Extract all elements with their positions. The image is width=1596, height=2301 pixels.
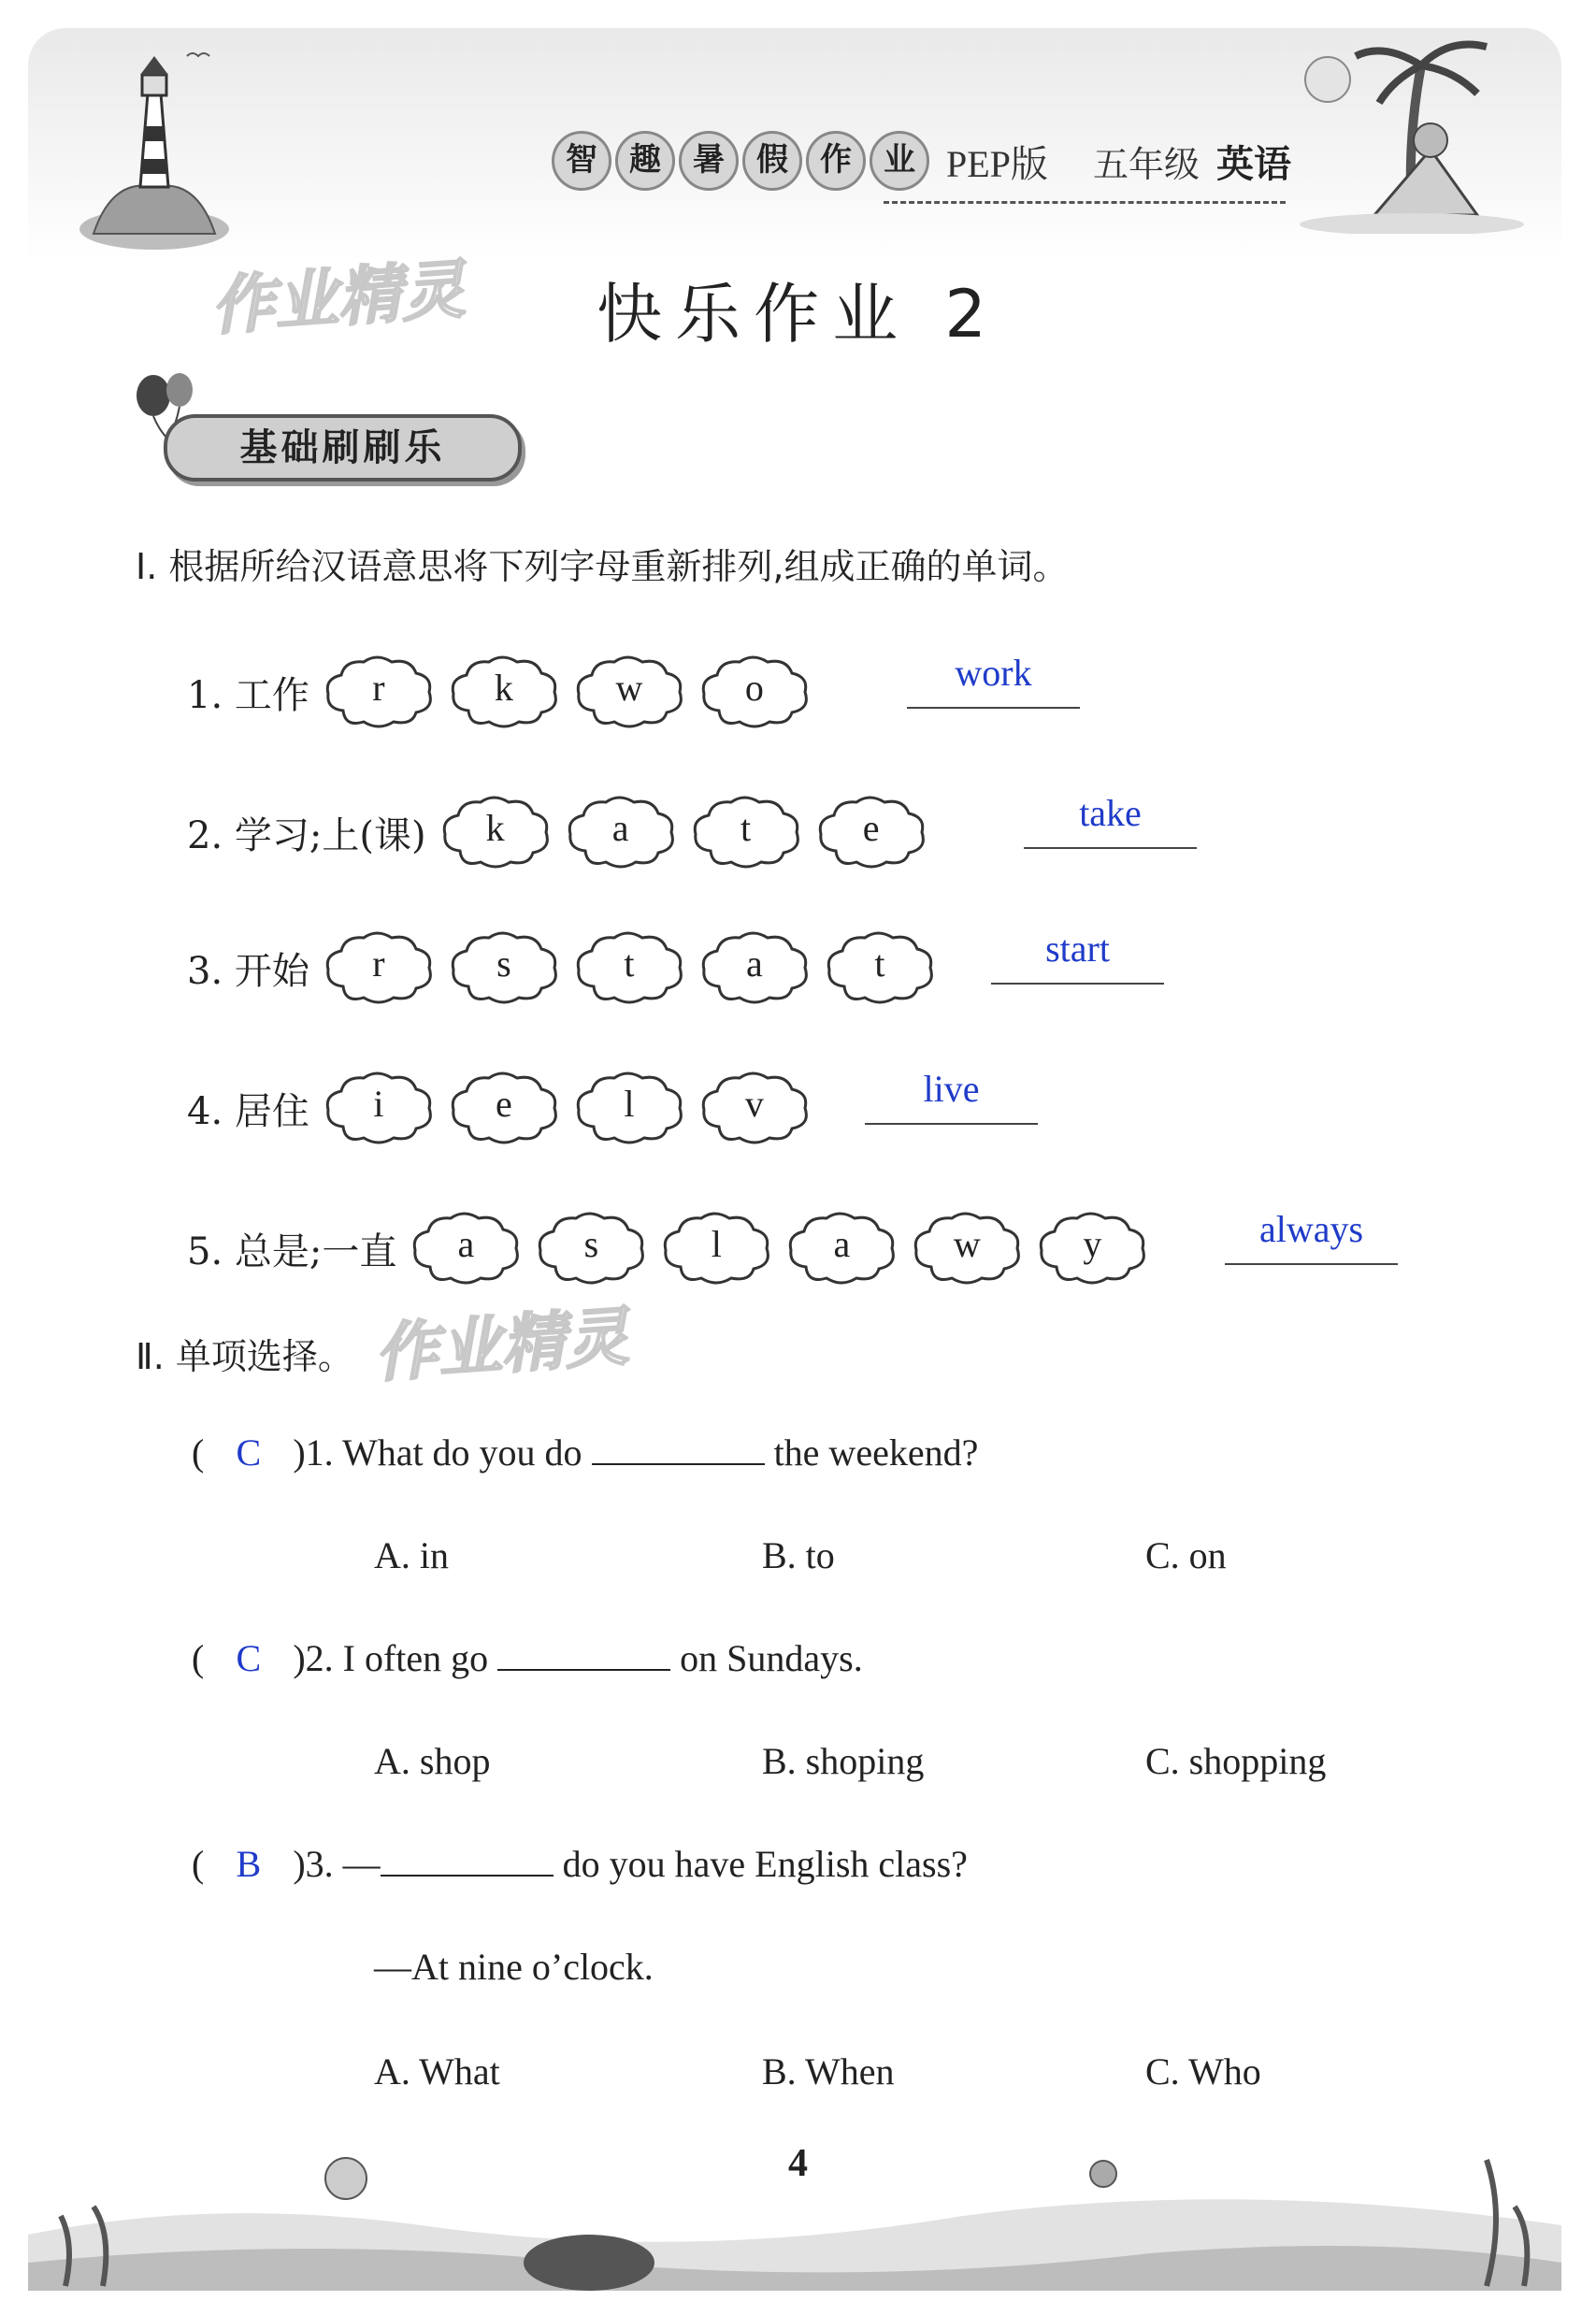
cloud-letter: i [373, 1083, 384, 1125]
letter-cloud [785, 1209, 898, 1287]
option-c[interactable]: C. shopping [1145, 1740, 1327, 1782]
letter-cloud [815, 793, 927, 871]
word-item [187, 1201, 1148, 1295]
question-text: — [342, 1843, 381, 1885]
word-meaning: 4. 居住 [187, 1089, 309, 1133]
letter-cloud [535, 1209, 647, 1287]
section-1-heading: Ⅰ. 根据所给汉语意思将下列字母重新排列,组成正确的单词。 [136, 546, 1069, 587]
cloud-letter: r [372, 942, 385, 985]
cloud-letter: o [744, 667, 764, 709]
letter-cloud [690, 793, 802, 871]
question-3-answer[interactable]: B [236, 1843, 262, 1885]
series-char: 假 [742, 131, 802, 191]
question-text: I often go [342, 1637, 489, 1679]
letter-cloud [439, 793, 552, 871]
series-header [552, 131, 1291, 191]
option-b[interactable]: B. shoping [762, 1740, 925, 1782]
series-char: 智 [552, 131, 611, 191]
letter-cloud [911, 1209, 1023, 1287]
letter-cloud [573, 928, 685, 1007]
cloud-letter: e [862, 807, 880, 849]
section-2-heading: Ⅱ. 单项选择。 [136, 1336, 353, 1377]
cloud-letter: k [494, 667, 513, 709]
series-char: 业 [870, 131, 929, 191]
letter-cloud [565, 793, 677, 871]
cloud-letter: w [615, 667, 643, 709]
cloud-letter: v [744, 1083, 764, 1125]
question-text: the weekend? [773, 1431, 979, 1474]
grade-label: 五年级 [1092, 143, 1200, 185]
question-2: ( C )2. I often go on Sundays. [192, 1637, 863, 1679]
page-title: 快乐作业 2 [597, 276, 999, 352]
cloud-letter: a [833, 1223, 851, 1265]
question-3-reply: —At nine o’clock. [374, 1946, 654, 1988]
option-c[interactable]: C. Who [1145, 2050, 1261, 2092]
question-blank[interactable] [592, 1433, 765, 1465]
lighthouse-illustration [75, 37, 234, 252]
cloud-letter: s [583, 1223, 599, 1265]
edition-label: PEP版 [946, 142, 1048, 185]
option-b[interactable]: B. to [762, 1534, 835, 1576]
word-meaning: 3. 开始 [187, 949, 309, 993]
question-number: )3. [293, 1843, 334, 1885]
word-item [187, 645, 811, 739]
cloud-letter: t [624, 942, 635, 985]
letter-cloud [410, 1209, 522, 1287]
watermark: 作业精灵 [208, 252, 467, 345]
beach-chair-illustration [1290, 28, 1533, 234]
option-b[interactable]: B. When [762, 2050, 895, 2092]
question-blank[interactable] [381, 1845, 554, 1877]
letter-cloud [323, 1069, 435, 1147]
word-item [187, 1061, 811, 1155]
word-answer[interactable]: work [907, 647, 1080, 709]
badge-label: 基础刷刷乐 [164, 414, 522, 482]
series-char: 暑 [679, 131, 739, 191]
letter-cloud [824, 928, 936, 1007]
letter-cloud [448, 653, 560, 731]
cloud-letter: t [874, 942, 885, 985]
word-item [187, 921, 936, 1014]
cloud-letter: a [746, 942, 763, 985]
question-number: )1. [293, 1431, 334, 1474]
cloud-letter: l [711, 1223, 722, 1265]
letter-cloud [698, 653, 811, 731]
series-char: 作 [806, 131, 866, 191]
option-a[interactable]: A. in [374, 1534, 449, 1576]
word-meaning: 5. 总是;一直 [187, 1230, 397, 1273]
letter-cloud [323, 928, 435, 1007]
cloud-letter: l [624, 1083, 635, 1125]
letter-cloud [1036, 1209, 1148, 1287]
letter-cloud [698, 1069, 811, 1147]
cloud-letter: a [611, 807, 629, 849]
cloud-letter: w [953, 1223, 981, 1265]
letter-cloud [323, 653, 435, 731]
subject-label: 英语 [1215, 142, 1291, 186]
question-3: ( B )3. — do you have English class? [192, 1843, 968, 1885]
question-text: do you have English class? [562, 1843, 968, 1885]
cloud-letter: s [496, 942, 511, 985]
cloud-letter: k [485, 807, 505, 849]
letter-cloud [448, 928, 560, 1007]
cloud-letter: r [372, 667, 385, 709]
cloud-letter: t [740, 807, 752, 849]
cloud-letter: y [1083, 1223, 1102, 1265]
letter-cloud [573, 653, 685, 731]
series-char: 趣 [615, 131, 675, 191]
page-number: 4 [788, 2142, 808, 2185]
word-meaning: 1. 工作 [187, 673, 309, 717]
letter-cloud [448, 1069, 560, 1147]
header-dash-line [884, 201, 1286, 204]
watermark: 作业精灵 [371, 1300, 631, 1392]
word-answer[interactable]: always [1225, 1203, 1398, 1265]
option-a[interactable]: A. What [374, 2050, 500, 2092]
question-text: What do you do [341, 1431, 582, 1474]
word-answer[interactable]: take [1024, 787, 1197, 849]
word-answer[interactable]: live [865, 1063, 1038, 1125]
cloud-letter: e [496, 1083, 512, 1125]
word-answer[interactable]: start [991, 923, 1164, 985]
question-1: ( C )1. What do you do the weekend? [192, 1431, 979, 1474]
letter-cloud [573, 1069, 685, 1147]
letter-cloud [698, 928, 811, 1007]
option-c[interactable]: C. on [1145, 1534, 1227, 1576]
question-2-answer[interactable]: C [236, 1637, 262, 1679]
question-1-answer[interactable]: C [236, 1431, 262, 1474]
cloud-letter: a [457, 1223, 475, 1265]
word-meaning: 2. 学习;上(课) [187, 813, 426, 857]
question-text: on Sundays. [680, 1637, 863, 1679]
option-a[interactable]: A. shop [374, 1740, 491, 1782]
word-item [187, 785, 927, 879]
letter-cloud [660, 1209, 772, 1287]
question-number: )2. [293, 1637, 334, 1679]
question-blank[interactable] [497, 1639, 670, 1671]
series-title [552, 131, 929, 191]
